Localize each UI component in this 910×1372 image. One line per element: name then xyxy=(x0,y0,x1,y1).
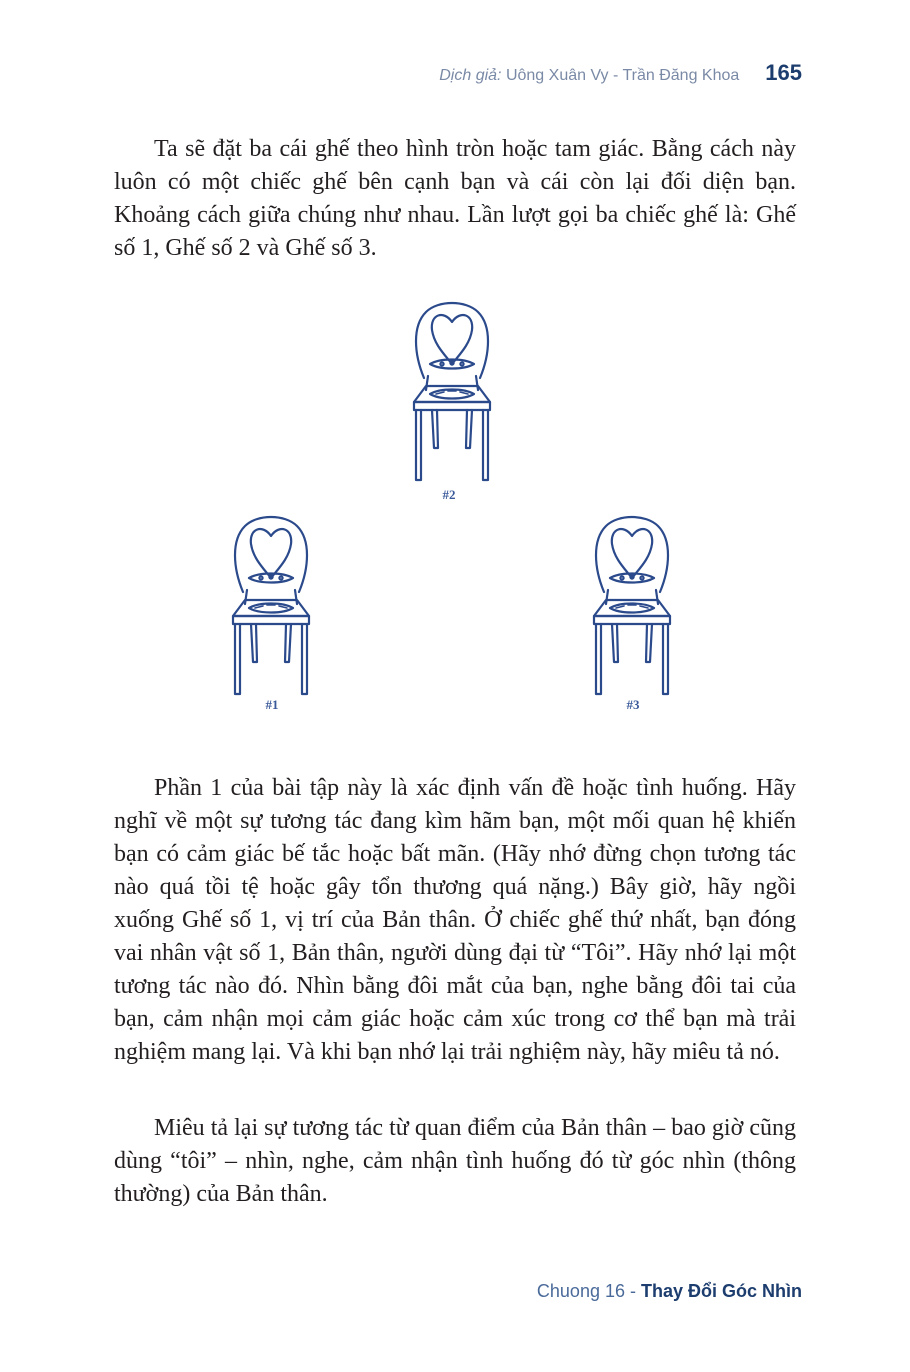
running-footer xyxy=(537,1281,802,1302)
paragraph-chair-setup: Ta sẽ đặt ba cái ghế theo hình tròn hoặc tam giác. Bằng cách này luôn có một chiếc ghế bên cạnh bạn và cái còn lại đối diện bạn. Khoảng cách giữa chúng như nhau. Lần lượt gọi ba chiếc ghế là: Ghế số 1, Ghế số 2 và Ghế số 3. xyxy=(114,136,796,261)
translator-credit xyxy=(439,67,739,85)
paragraph-describe: Miêu tả lại sự tương tác từ quan điểm của Bản thân – bao giờ cũng dùng “tôi” – nhìn, nghe, cảm nhận tình huống đó từ góc nhìn (thông thường) của Bản thân. xyxy=(114,1115,796,1207)
chair-3-illustration xyxy=(584,512,680,698)
chair-1-illustration xyxy=(223,512,319,698)
paragraph-part-one: Phần 1 của bài tập này là xác định vấn đề hoặc tình huống. Hãy nghĩ về một sự tương tác đang kìm hãm bạn, một mối quan hệ khiến bạn có cảm giác bế tắc hoặc bất mãn. (Hãy nhớ đừng chọn tương tác nào quá tồi tệ hoặc gây tổn thương quá nặng.) Bây giờ, hãy ngồi xuống Ghế số 1, vị trí của Bản thân. Ở chiếc ghế thứ nhất, bạn đóng vai nhân vật số 1, Bản thân, người dùng đại từ “Tôi”. Hãy nhớ lại một tương tác nào đó. Nhìn bằng đôi mắt của bạn, nghe bằng đôi tai của bạn, cảm nhận mọi cảm giác hoặc cảm xúc trong cơ thể bạn mà trải nghiệm mang lại. Và khi bạn nhớ lại trải nghiệm này, hãy miêu tả nó. xyxy=(114,775,796,1065)
translator-names: Uông Xuân Vy - Trần Đăng Khoa xyxy=(505,67,740,84)
chair-2-label: #2 xyxy=(442,487,456,502)
translator-label: Dịch giả: xyxy=(439,67,502,84)
page-number: 165 xyxy=(765,60,802,85)
chapter-title: Thay Đổi Góc Nhìn xyxy=(640,1281,802,1301)
chair-3-label: #3 xyxy=(626,697,640,712)
chair-1-label: #1 xyxy=(265,697,279,712)
running-header xyxy=(439,60,802,86)
three-chairs-figure xyxy=(210,292,690,722)
chapter-number: Chuong 16 - xyxy=(536,1281,641,1301)
chair-2-illustration xyxy=(404,298,500,484)
